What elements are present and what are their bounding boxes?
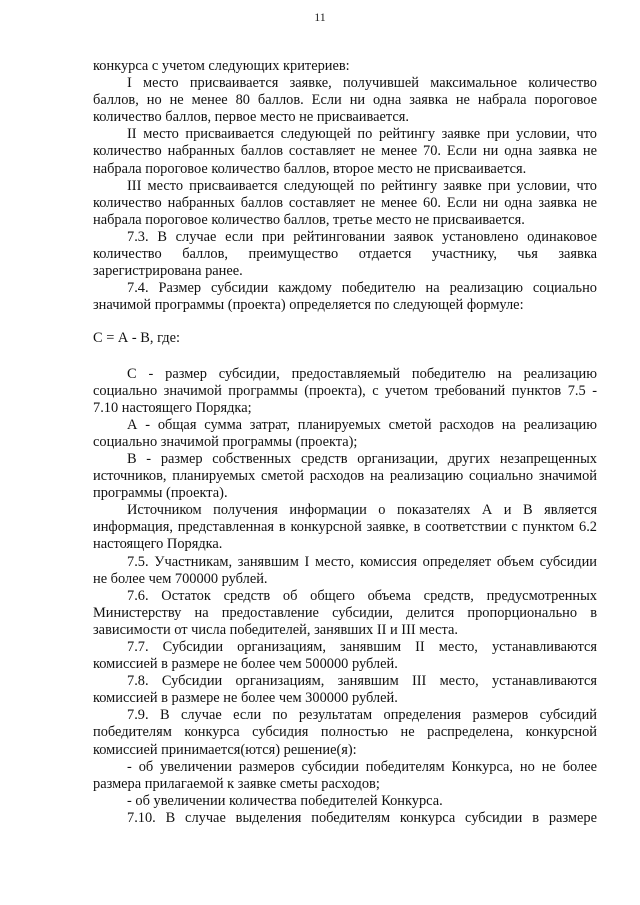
paragraph: 7.5. Участникам, занявшим I место, комиссия определяет объем субсидии не более чем 700000 рублей. <box>93 553 597 587</box>
paragraph: 7.6. Остаток средств об общего объема средств, предусмотренных Министерству на предоставление субсидии, делится пропорционально в зависимости от числа победителей, занявших II и III места. <box>93 587 597 638</box>
paragraph: II место присваивается следующей по рейтингу заявке при условии, что количество набранных баллов составляет не менее 70. Если ни одна заявка не набрала пороговое количество баллов, второе место не присваивается. <box>93 126 597 177</box>
paragraph: 7.9. В случае если по результатам определения размеров субсидий победителям конкурса субсидия полностью не распределена, конкурсной комиссией принимается(ются) решение(я): <box>93 707 597 758</box>
paragraph: Источником получения информации о показателях А и В является информация, представленная в конкурсной заявке, в соответствии с пунктом 6.2 настоящего Порядка. <box>93 502 597 553</box>
paragraph: 7.4. Размер субсидии каждому победителю на реализацию социально значимой программы (проекта) определяется по следующей формуле: <box>93 280 597 314</box>
paragraph: - об увеличении количества победителей Конкурса. <box>127 792 443 809</box>
paragraph: I место присваивается заявке, получившей максимальное количество баллов, но не менее 80 баллов. Если ни одна заявка не набрала пороговое количество баллов, первое место не присваивается. <box>93 75 597 126</box>
paragraph: III место присваивается следующей по рейтингу заявке при условии, что количество набранных баллов составляет не менее 60. Если ни одна заявка не набрала пороговое количество баллов, третье место не присваивается. <box>93 177 597 228</box>
formula: С = А - В, где: <box>93 330 180 347</box>
paragraph: С - размер субсидии, предоставляемый победителю на реализацию социально значимой программы (проекта), с учетом требований пунктов 7.5 - 7.10 настоящего Порядка; <box>93 365 597 416</box>
paragraph: конкурса с учетом следующих критериев: <box>93 58 350 74</box>
paragraph: 7.3. В случае если при рейтинговании заявок установлено одинаковое количество баллов, преимущество отдается участнику, чья заявка зарегистрирована ранее. <box>93 228 597 280</box>
paragraph: - об увеличении размеров субсидии победителям Конкурса, но не более размера прилагаемой к заявке сметы расходов; <box>93 758 597 792</box>
paragraph: 7.7. Субсидии организациям, занявшим II место, устанавливаются комиссией в размере не более чем 500000 рублей. <box>93 639 597 673</box>
paragraph: А - общая сумма затрат, планируемых сметой расходов на реализацию социально значимой программы (проекта); <box>93 416 597 450</box>
paragraph: 7.8. Субсидии организациям, занявшим III место, устанавливаются комиссией в размере не более чем 300000 рублей. <box>93 673 597 707</box>
paragraph: В - размер собственных средств организации, других незапрещенных источников, планируемых сметой расходов на реализацию социально значимой программы (проекта). <box>93 450 597 502</box>
document-body <box>93 58 597 827</box>
page-number: 11 <box>314 10 326 24</box>
paragraph: 7.10. В случае выделения победителям конкурса субсидии в размере <box>127 809 597 826</box>
